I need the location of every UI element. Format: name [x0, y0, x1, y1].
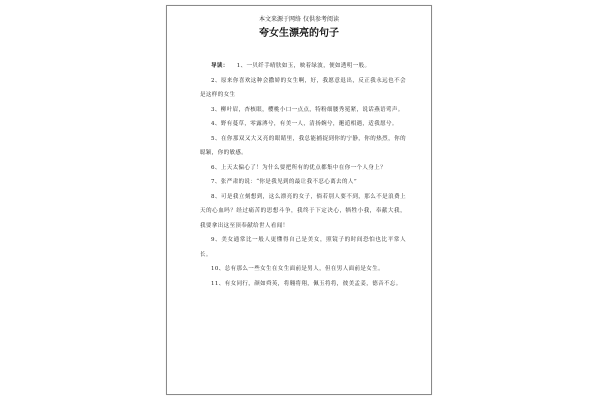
document-body	[200, 59, 406, 291]
paragraph-5: 5、在你那双又大又亮的眼睛里，我总能捕捉到你的宁静，你的热烈，你的聪颖，你的敏感。	[200, 135, 406, 156]
paragraph-4: 4、野有蔓草，零露漙兮，有美一人，清扬婉兮，邂逅相遇，适我愿兮。	[211, 121, 398, 127]
paragraph-3: 3、柳叶眉，杏核眼，樱桃小口一点点，特粉细腰秀冕紧，说话燕语莺声。	[211, 106, 404, 113]
document-title: 夸女生漂亮的句子	[259, 28, 339, 39]
paragraph-1	[200, 59, 406, 74]
paragraph-6: 6、上天太偏心了！为什么要把所有的优点都集中在你一个人身上？	[211, 164, 387, 171]
paragraph-11: 11、有女同行，颜如舜英，将翱将翔，佩玉将将，彼美孟姜，德音不忘。	[211, 280, 402, 287]
source-note: 本文来源于网络 仅供参考阅读	[259, 16, 339, 23]
intro-label: 导读：	[211, 63, 229, 69]
document-page	[166, 5, 432, 395]
paragraph-10: 10、总有那么一些女生在女生面前是男人，但在男人面前是女生。	[211, 266, 385, 272]
paragraph-text: 1、一贝纤手晴肤如玉，映着绿波，便如透明一般。	[236, 63, 371, 69]
paragraph-7: 7、张严肃的说：“你是我见到的最让我不忍心离去的人”	[211, 179, 358, 185]
paragraph-2: 2、原来你喜欢这种会撒娇的女生啊，好，我愿意退出，反正我永远也不会是这样的女生	[200, 77, 406, 98]
paragraph-8: 8、可是我立刻想到，这么漂亮的女子，倘若别人要不到，那么不是浪费上天的心血吗？经过痛苦的思想斗争，我终于下定决心，牺牲小我，奉献大我，我要拿出这至顶奉献给世人看闻！	[200, 193, 406, 229]
paragraph-9: 9、美女通常比一般人更懂得自己是美女，照镜子的时间恐怕也比平常人长。	[200, 237, 406, 258]
